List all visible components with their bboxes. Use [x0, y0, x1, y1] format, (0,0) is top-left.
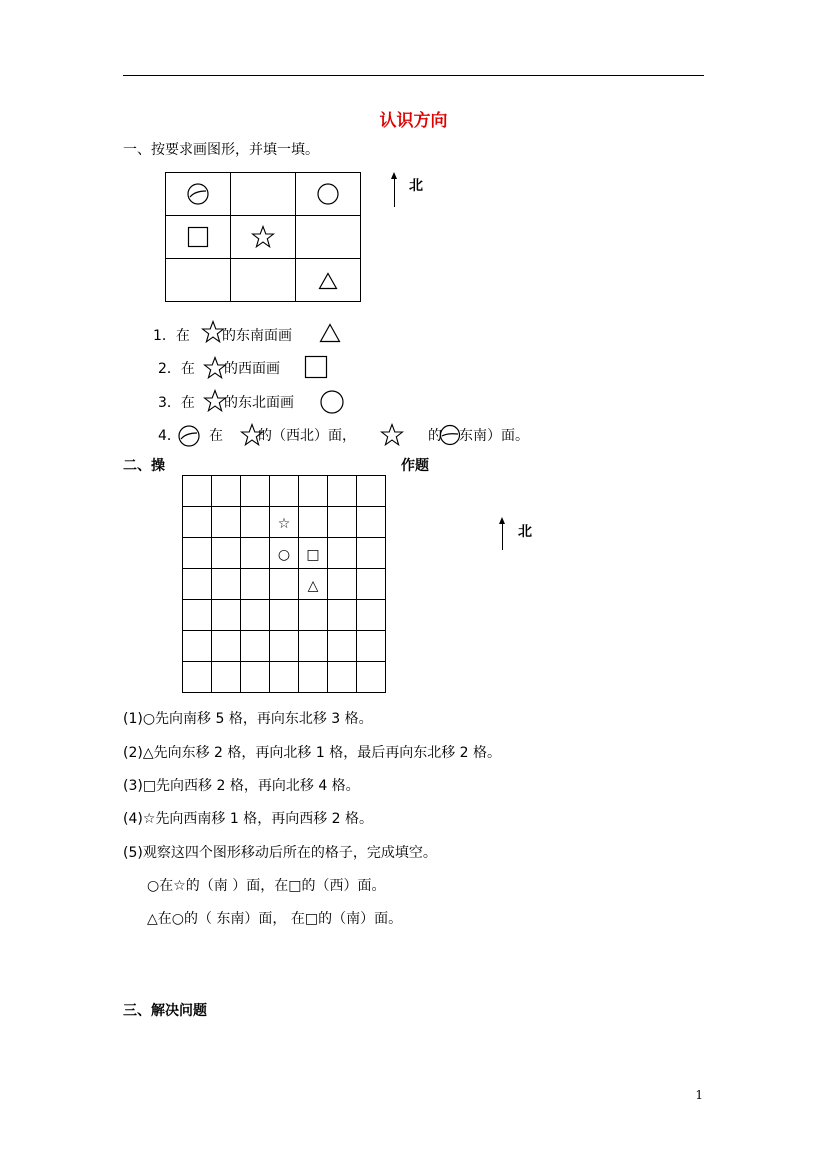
grid-cell [296, 216, 361, 259]
grid-cell [231, 216, 296, 259]
question-1: (1)○先向南移 5 格，再向东北移 3 格。 [123, 711, 373, 727]
circle-slash-icon [186, 182, 210, 206]
question-2: (2)△先向东移 2 格，再向北移 1 格，最后再向东北移 2 格。 [123, 745, 502, 761]
grid-symbol: △ [307, 577, 319, 594]
grid-cell [328, 569, 357, 600]
grid-cell [212, 476, 241, 507]
grid-cell [241, 631, 270, 662]
circle-slash-icon [439, 424, 461, 446]
section3-heading: 三、解决问题 [123, 1003, 207, 1019]
grid-cell [299, 600, 328, 631]
grid-cell [328, 476, 357, 507]
item4-text-a: 在 [209, 428, 223, 444]
movement-grid-7x7 [182, 475, 386, 693]
north-label: 北 [409, 178, 423, 194]
grid-cell [270, 569, 299, 600]
grid-cell [212, 507, 241, 538]
grid-cell [299, 631, 328, 662]
grid-cell [299, 507, 328, 538]
item1-text: 的东南面画 [222, 328, 292, 344]
section2-heading-a: 二、操 [123, 458, 165, 474]
triangle-icon [318, 272, 338, 290]
answer-2: △在○的（ 东南）面， 在□的（南）面。 [147, 911, 403, 927]
grid-cell [212, 569, 241, 600]
grid-cell [183, 600, 212, 631]
grid-cell [183, 569, 212, 600]
item4-text-b: 的（西北）面， [258, 428, 356, 444]
grid-cell [183, 507, 212, 538]
grid-cell [357, 631, 386, 662]
item3-number: 3．在 [158, 395, 195, 411]
header-rule [123, 75, 704, 76]
north-arrow-icon [499, 517, 505, 550]
square-icon [187, 226, 209, 248]
question-4: (4)☆先向西南移 1 格，再向西移 2 格。 [123, 811, 373, 827]
grid-cell [231, 173, 296, 216]
grid-cell [270, 507, 299, 538]
grid-cell [328, 631, 357, 662]
grid-cell [166, 173, 231, 216]
grid-cell [270, 538, 299, 569]
grid-cell [296, 259, 361, 302]
grid-cell [357, 600, 386, 631]
grid-cell [299, 569, 328, 600]
circle-slash-icon [177, 424, 201, 448]
grid-cell [241, 662, 270, 693]
north-arrow-icon [391, 172, 397, 207]
grid-cell [299, 662, 328, 693]
star-icon [380, 423, 404, 447]
grid-cell [328, 662, 357, 693]
item4-number: 4． [158, 428, 181, 444]
grid-cell [212, 631, 241, 662]
item2-text: 的西面画 [224, 361, 280, 377]
answer-1: ○在☆的（南 ）面，在□的（西）面。 [147, 878, 386, 894]
grid-cell [241, 538, 270, 569]
grid-cell [299, 476, 328, 507]
grid-cell [357, 538, 386, 569]
page-title: 认识方向 [379, 111, 448, 131]
grid-symbol: ○ [277, 546, 291, 563]
grid-symbol: ☆ [277, 515, 291, 532]
grid-cell [357, 662, 386, 693]
grid-cell [183, 538, 212, 569]
item4-text-d: 东南）面。 [459, 428, 529, 444]
grid-cell [241, 507, 270, 538]
square-icon [304, 355, 328, 379]
grid-cell [357, 476, 386, 507]
north-label: 北 [518, 524, 532, 540]
item4-text-c: 的 [428, 428, 442, 444]
grid-cell [212, 600, 241, 631]
grid-cell [241, 476, 270, 507]
grid-cell [166, 259, 231, 302]
page-number: 1 [695, 1088, 703, 1102]
section2-heading-b: 作题 [401, 458, 429, 474]
item1-number: 1．在 [153, 328, 190, 344]
grid-cell [357, 569, 386, 600]
grid-cell [328, 600, 357, 631]
item2-number: 2．在 [158, 361, 195, 377]
question-3: (3)□先向西移 2 格，再向北移 4 格。 [123, 778, 360, 794]
grid-cell [270, 476, 299, 507]
section1-heading: 一、按要求画图形，并填一填。 [123, 142, 319, 158]
grid-cell [241, 600, 270, 631]
grid-cell [270, 600, 299, 631]
grid-cell [296, 173, 361, 216]
item3-text: 的东北面画 [224, 395, 294, 411]
star-icon [251, 225, 275, 249]
grid-cell [241, 569, 270, 600]
grid-cell [212, 538, 241, 569]
shape-grid-3x3 [165, 172, 361, 302]
grid-cell [166, 216, 231, 259]
grid-cell [299, 538, 328, 569]
grid-cell [183, 476, 212, 507]
grid-cell [328, 538, 357, 569]
grid-cell [183, 662, 212, 693]
grid-cell [357, 507, 386, 538]
grid-cell [270, 631, 299, 662]
grid-cell [212, 662, 241, 693]
triangle-icon [319, 323, 341, 343]
grid-cell [328, 507, 357, 538]
grid-cell [231, 259, 296, 302]
grid-cell [183, 631, 212, 662]
grid-cell [270, 662, 299, 693]
grid-symbol: □ [306, 546, 320, 563]
question-5: (5)观察这四个图形移动后所在的格子，完成填空。 [123, 845, 437, 861]
circle-icon [319, 389, 345, 415]
circle-icon [316, 182, 340, 206]
